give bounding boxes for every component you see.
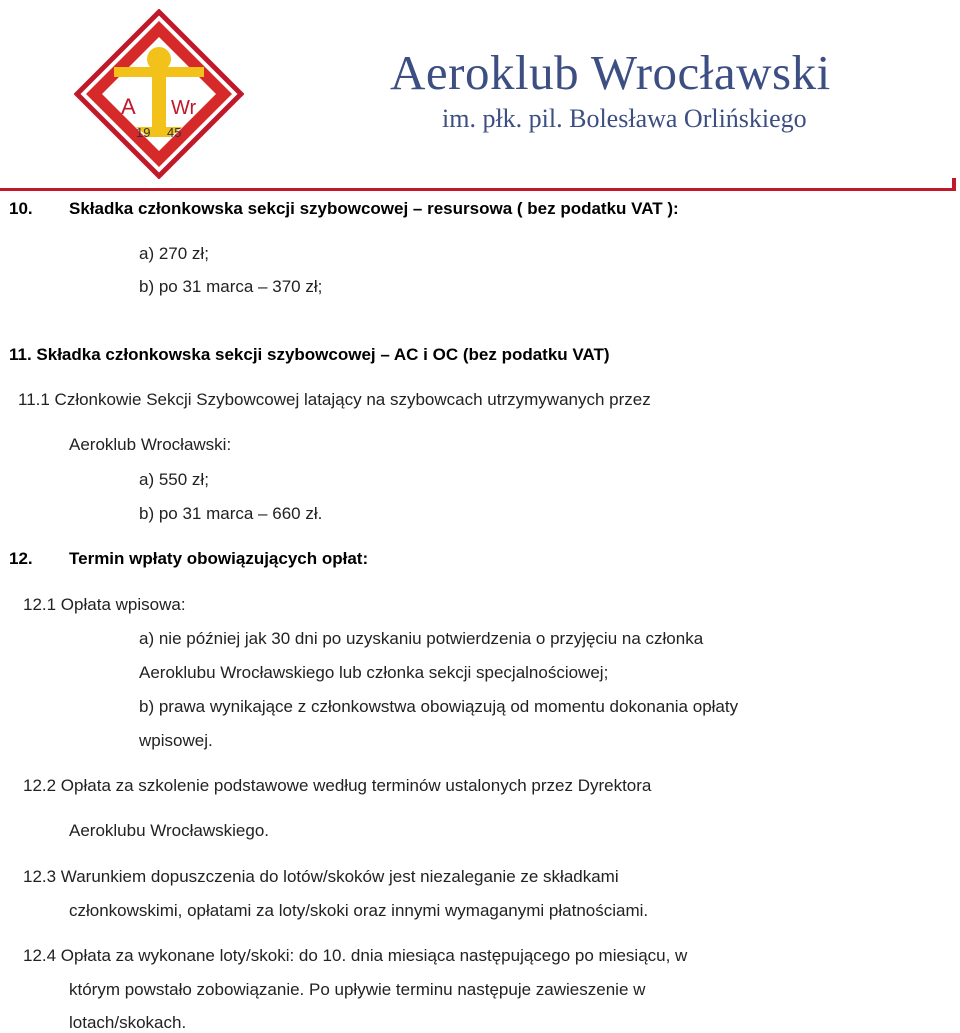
section-11-title: 11. Składka członkowska sekcji szybowcowej – AC i OC (bez podatku VAT)	[9, 345, 610, 364]
section-12-1-line: b) prawa wynikające z członkowstwa obowiązują od momentu dokonania opłaty	[139, 697, 739, 716]
section-11-1-line1: 11.1 Członkowie Sekcji Szybowcowej latający na szybowcach utrzymywanych przez	[18, 390, 651, 409]
section-10-item-a: a) 270 zł;	[139, 244, 209, 263]
section-12-4-line: 12.4 Opłata za wykonane loty/skoki: do 10. dnia miesiąca następującego po miesiącu, w	[23, 946, 688, 965]
section-12-number: 12.	[9, 549, 33, 568]
section-10-item-b: b) po 31 marca – 370 zł;	[139, 277, 323, 296]
section-12-4-line: lotach/skokach.	[69, 1013, 187, 1032]
section-12-1-label: 12.1 Opłata wpisowa:	[23, 595, 186, 614]
section-11-item-a: a) 550 zł;	[139, 470, 209, 489]
section-11-item-b: b) po 31 marca – 660 zł.	[139, 504, 323, 523]
svg-text:Wr: Wr	[171, 97, 197, 119]
section-12-2-line: Aeroklubu Wrocławskiego.	[69, 821, 269, 840]
section-12-3-line: 12.3 Warunkiem dopuszczenia do lotów/skoków jest niezaleganie ze składkami	[23, 867, 619, 886]
section-12-4-line: którym powstało zobowiązanie. Po upływie terminu następuje zawieszenie w	[69, 980, 646, 999]
section-12-title: Termin wpłaty obowiązujących opłat:	[69, 549, 369, 568]
header-divider	[0, 188, 952, 191]
svg-text:A: A	[121, 94, 136, 119]
svg-text:19: 19	[136, 125, 151, 140]
svg-text:45: 45	[167, 125, 182, 140]
section-12-1-line: Aeroklubu Wrocławskiego lub członka sekcji specjalnościowej;	[139, 663, 609, 682]
section-10-title: Składka członkowska sekcji szybowcowej – resursowa ( bez podatku VAT ):	[69, 199, 679, 218]
section-12-1-line: a) nie później jak 30 dni po uzyskaniu potwierdzenia o przyjęciu na członka	[139, 629, 704, 648]
aeroklub-logo	[74, 9, 244, 179]
section-12-1-line: wpisowej.	[139, 731, 213, 750]
section-10-number: 10.	[9, 199, 33, 218]
org-name: Aeroklub Wrocławski	[390, 45, 831, 100]
section-12-2-line: 12.2 Opłata za szkolenie podstawowe według terminów ustalonych przez Dyrektora	[23, 776, 652, 795]
section-11-1-line2: Aeroklub Wrocławski:	[69, 435, 232, 454]
section-12-3-line: członkowskimi, opłatami za loty/skoki oraz innymi wymaganymi płatnościami.	[69, 901, 649, 920]
header-divider-stub	[952, 178, 956, 191]
org-patron: im. płk. pil. Bolesława Orlińskiego	[442, 104, 807, 133]
